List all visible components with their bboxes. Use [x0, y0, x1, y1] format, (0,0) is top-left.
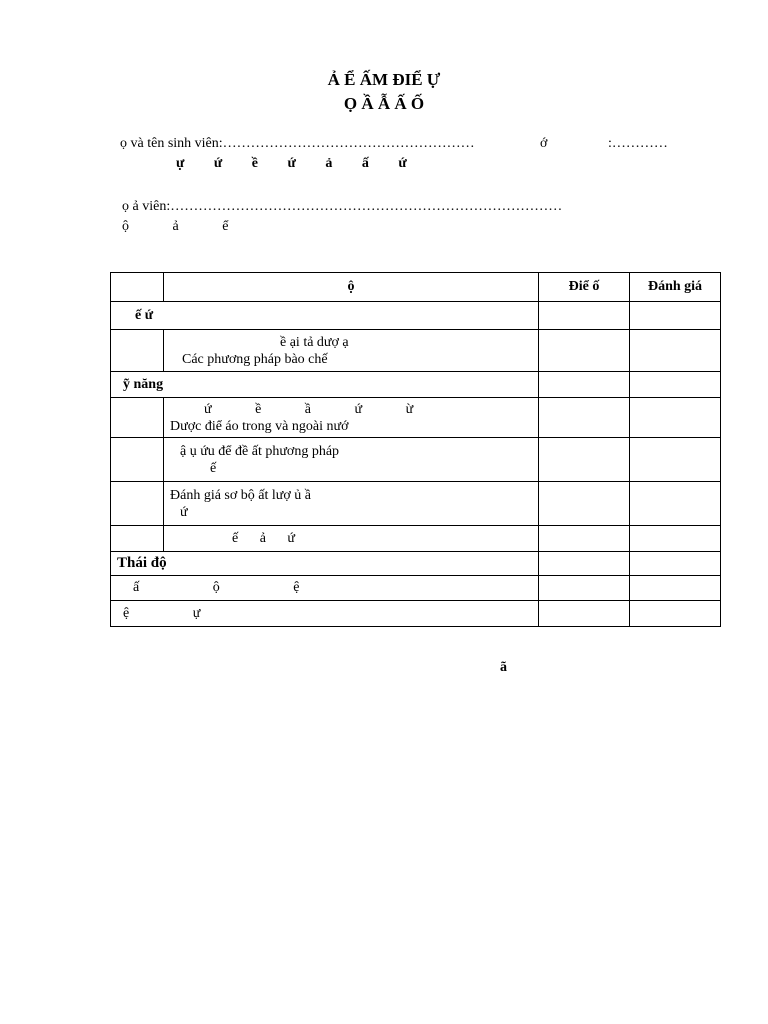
- number-cell: [111, 438, 164, 482]
- table-header-row: [111, 273, 721, 302]
- header-content: ộ: [164, 273, 539, 302]
- table-row: [111, 552, 721, 576]
- eval-cell: [630, 482, 721, 526]
- score-cell: [539, 601, 630, 627]
- unit-line: ộ ả ể: [122, 219, 229, 234]
- score-cell: [539, 372, 630, 398]
- section-skills: ỹ năng: [111, 372, 539, 398]
- section-attitude: Thái độ: [111, 552, 539, 576]
- item-line: ề ại tả dượ ạ: [280, 334, 349, 350]
- number-cell: [111, 330, 164, 372]
- item-text: [164, 330, 539, 372]
- eval-cell: [630, 576, 721, 601]
- table-row: [111, 576, 721, 601]
- score-cell: [539, 398, 630, 438]
- item-line: ậ ụ ứu để đề ất phương pháp: [180, 443, 340, 459]
- eval-cell: [630, 552, 721, 576]
- eval-cell: [630, 601, 721, 627]
- header-score: Điể ố: [539, 273, 630, 302]
- footer-mark: ã: [500, 660, 507, 675]
- header-number: [111, 273, 164, 302]
- item-text: ấ ộ ệ: [111, 576, 539, 601]
- eval-cell: [630, 526, 721, 552]
- table-row: [111, 398, 721, 438]
- item-text: [164, 482, 539, 526]
- item-text: [164, 398, 539, 438]
- number-cell: [111, 482, 164, 526]
- eval-cell: [630, 302, 721, 330]
- table-row: [111, 526, 721, 552]
- student-code-dots: :…………: [608, 136, 668, 151]
- student-name-line: ọ và tên sinh viên:………………………………………………: [120, 136, 475, 151]
- table-row: [111, 482, 721, 526]
- score-cell: [539, 302, 630, 330]
- item-line: ế: [210, 460, 217, 476]
- item-line: ứ: [180, 504, 188, 520]
- section-knowledge: ế ứ: [111, 302, 539, 330]
- header-eval: Đánh giá: [630, 273, 721, 302]
- title-line-1: Ả Ể ẤM ĐIỂ Ự: [327, 70, 441, 89]
- item-line: ế ả ứ: [232, 531, 296, 546]
- score-cell: [539, 576, 630, 601]
- table-row: [111, 601, 721, 627]
- item-line: Đánh giá sơ bộ ất lượ ủ ầ: [170, 487, 311, 503]
- item-line: Dược điể áo trong và ngoài nướ: [170, 418, 349, 434]
- score-cell: [539, 330, 630, 372]
- score-cell: [539, 438, 630, 482]
- title-line-2: Ọ Ầ Ẫ Ấ Ố: [343, 94, 425, 113]
- item-text: [164, 526, 539, 552]
- table-row: [111, 330, 721, 372]
- item-line: ứ ề ầ ứ ừ: [204, 401, 414, 417]
- grading-table: [110, 272, 721, 627]
- score-cell: [539, 552, 630, 576]
- eval-cell: [630, 372, 721, 398]
- teacher-line: ọ ả viên:…………………………………………………………………………: [122, 199, 563, 214]
- student-code-label: ớ: [540, 136, 548, 151]
- table-row: [111, 302, 721, 330]
- item-text: [164, 438, 539, 482]
- score-cell: [539, 526, 630, 552]
- number-cell: [111, 526, 164, 552]
- eval-cell: [630, 330, 721, 372]
- table-row: [111, 438, 721, 482]
- item-text: ệ ự: [111, 601, 539, 627]
- eval-cell: [630, 398, 721, 438]
- table-row: [111, 372, 721, 398]
- eval-cell: [630, 438, 721, 482]
- topic-line: ự ứ ề ứ ả ấ ứ: [176, 156, 407, 171]
- number-cell: [111, 398, 164, 438]
- item-line: Các phương pháp bào chế: [182, 351, 328, 367]
- score-cell: [539, 482, 630, 526]
